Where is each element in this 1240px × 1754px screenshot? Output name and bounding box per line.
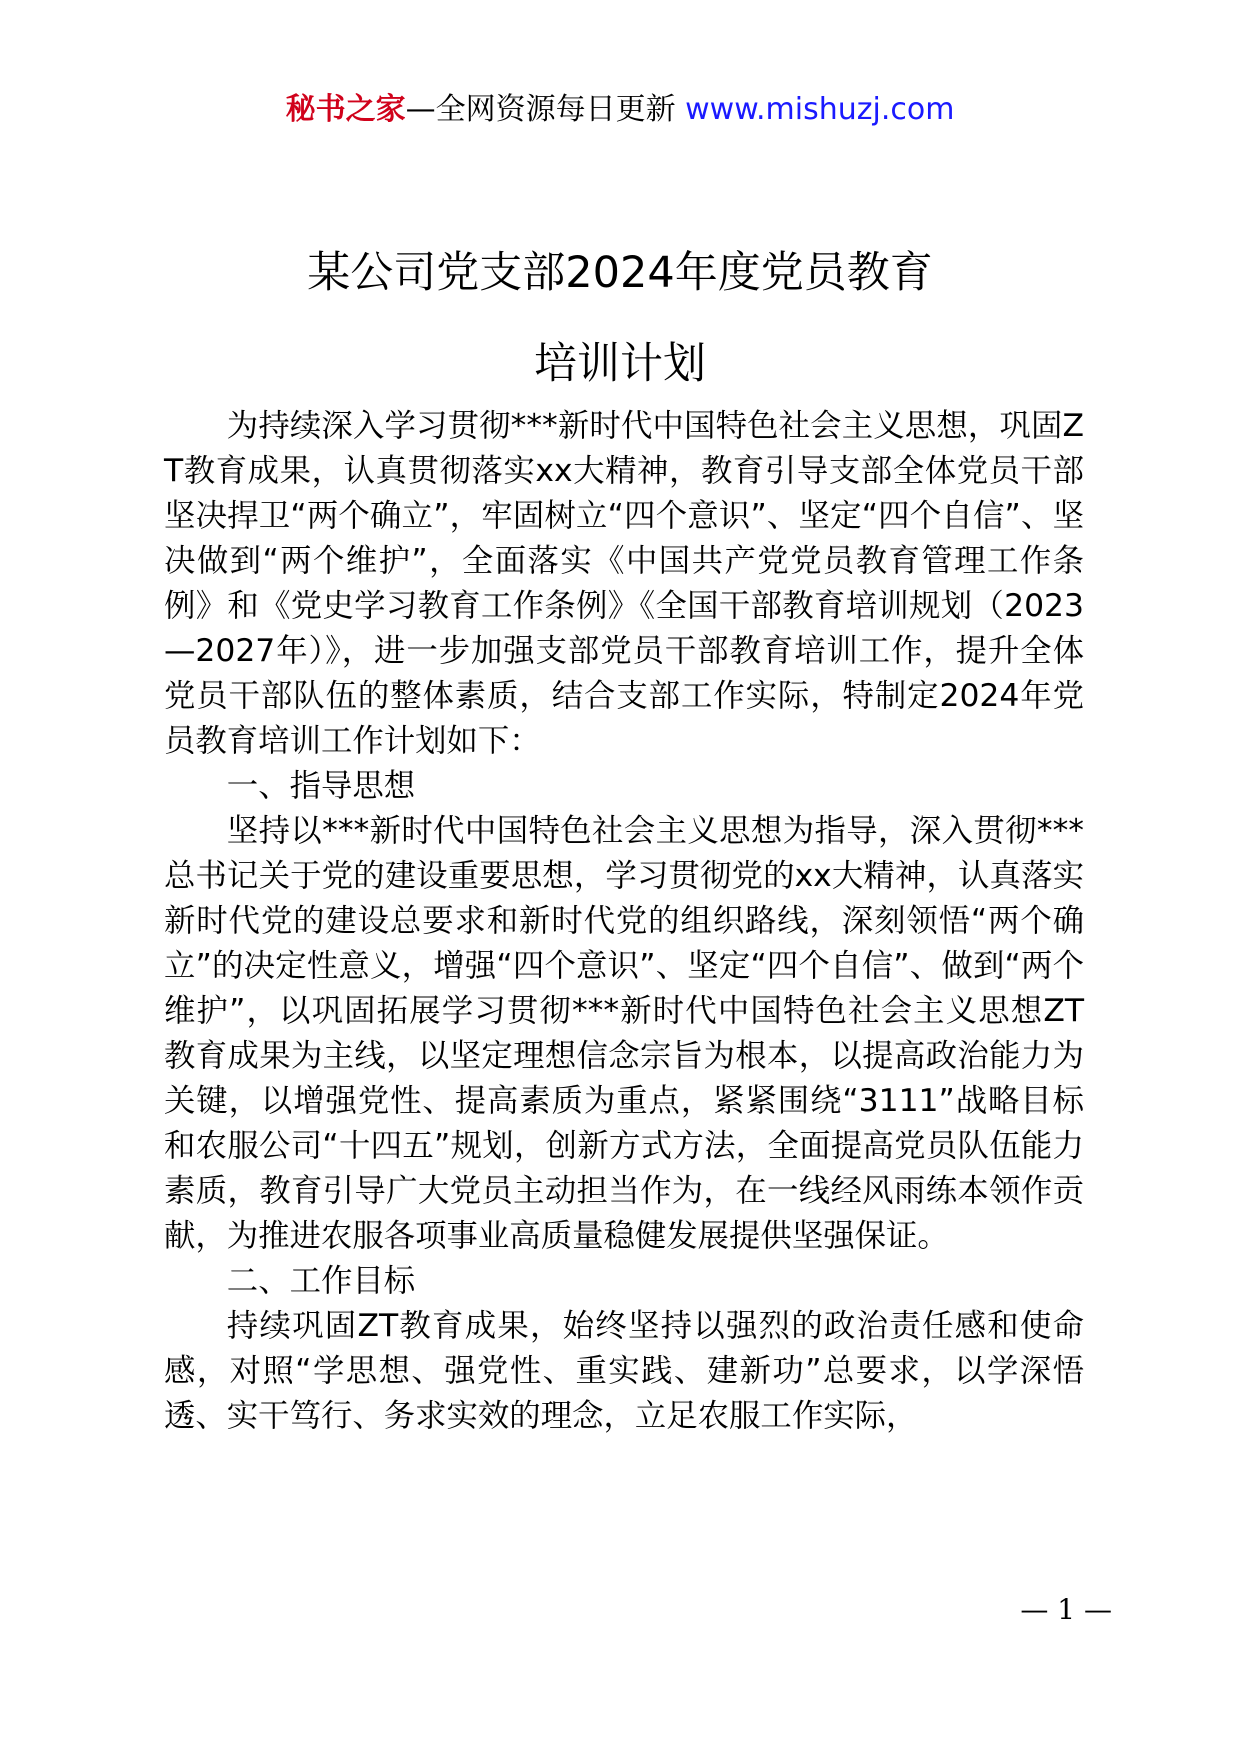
site-brand: 秘书之家 — [285, 92, 406, 127]
intro-paragraph: 为持续深入学习贯彻***新时代中国特色社会主义思想，巩固ZT教育成果，认真贯彻落实xx大精神，教育引导支部全体党员干部坚决捍卫“两个确立”，牢固树立“四个意识”、坚定“四个自信”、坚决做到“两个维护”，全面落实《中国共产党党员教育管理工作条例》和《党史学习教育工作条例》《全国干部教育培训规划（2023—2027年）》，进一步加强支部党员干部教育培训工作，提升全体党员干部队伍的整体素质，结合支部工作实际，特制定2024年党员教育培训工作计划如下： — [164, 408, 1084, 759]
section-heading-work-goals: 二、工作目标 — [226, 1263, 416, 1299]
section-heading-guiding-ideology: 一、指导思想 — [226, 768, 416, 804]
site-url-link[interactable]: www.mishuzj.com — [685, 92, 955, 127]
document-body — [164, 404, 1084, 1439]
site-tagline: —全网资源每日更新 — [405, 92, 676, 127]
work-goals-paragraph: 持续巩固ZT教育成果，始终坚持以强烈的政治责任感和使命感，对照“学思想、强党性、重实践、建新功”总要求，以学深悟透、实干笃行、务求实效的理念，立足农服工作实际， — [164, 1308, 1084, 1434]
document-title-line-2: 培训计划 — [534, 339, 706, 389]
guiding-ideology-paragraph: 坚持以***新时代中国特色社会主义思想为指导，深入贯彻***总书记关于党的建设重要思想，学习贯彻党的xx大精神，认真落实新时代党的建设总要求和新时代党的组织路线，深刻领悟“两个确立”的决定性意义，增强“四个意识”、坚定“四个自信”、做到“两个维护”，以巩固拓展学习贯彻***新时代中国特色社会主义思想ZT教育成果为主线，以坚定理想信念宗旨为根本，以提高政治能力为关键，以增强党性、提高素质为重点，紧紧围绕“3111”战略目标和农服公司“十四五”规划，创新方式方法，全面提高党员队伍能力素质，教育引导广大党员主动担当作为，在一线经风雨练本领作贡献，为推进农服各项事业高质量稳健发展提供坚强保证。 — [164, 813, 1084, 1254]
document-title-line-1: 某公司党支部2024年度党员教育 — [307, 248, 933, 298]
page-number: — 1 — — [1020, 1593, 1112, 1626]
site-header — [0, 88, 1240, 132]
